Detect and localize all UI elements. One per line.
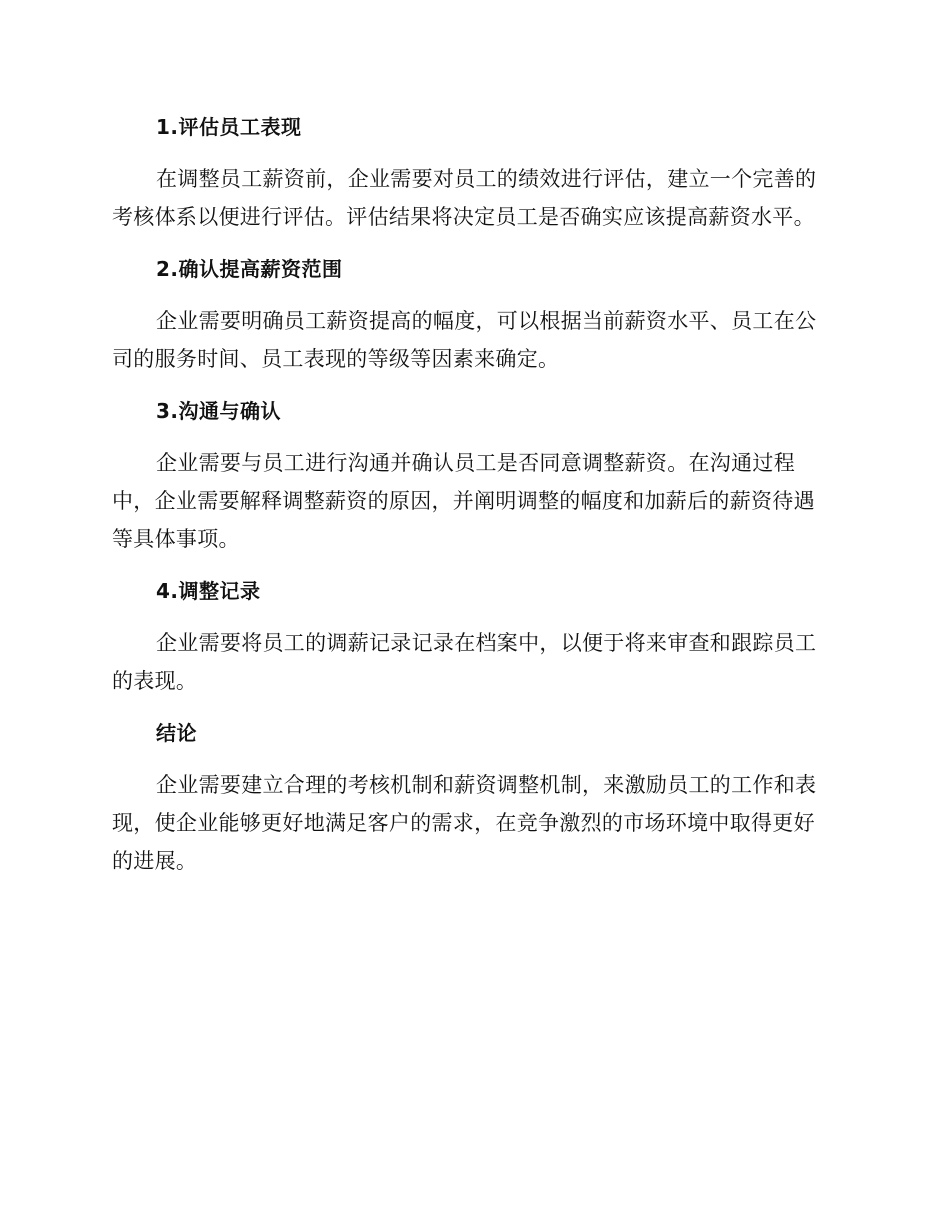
paragraph-line: 企业需要明确员工薪资提高的幅度，可以根据当前薪资水平、员工在公: [156, 309, 817, 333]
paragraph-line: 企业需要与员工进行沟通并确认员工是否同意调整薪资。在沟通过程: [156, 451, 795, 475]
paragraph-line: 等具体事项。: [112, 527, 240, 551]
section-confirm-raise-range: [112, 250, 834, 378]
paragraph-line: 在调整员工薪资前，企业需要对员工的绩效进行评估，建立一个完善的: [156, 167, 817, 191]
section-paragraph: [112, 624, 834, 700]
section-paragraph: [112, 302, 834, 378]
paragraph-line: 中，企业需要解释调整薪资的原因，并阐明调整的幅度和加薪后的薪资待遇: [112, 489, 815, 513]
section-heading: 2.确认提高薪资范围: [156, 257, 343, 281]
paragraph-line: 司的服务时间、员工表现的等级等因素来确定。: [112, 347, 560, 371]
paragraph-line: 企业需要将员工的调薪记录记录在档案中，以便于将来审查和跟踪员工: [156, 631, 817, 655]
section-heading: 4.调整记录: [156, 579, 261, 603]
document-body: [112, 108, 834, 894]
paragraph-line: 的进展。: [112, 849, 198, 873]
paragraph-line: 的表现。: [112, 669, 198, 693]
section-communicate-confirm: [112, 392, 834, 558]
paragraph-line: 考核体系以便进行评估。评估结果将决定员工是否确实应该提高薪资水平。: [112, 205, 815, 229]
paragraph-line: 现，使企业能够更好地满足客户的需求，在竞争激烈的市场环境中取得更好: [112, 811, 815, 835]
section-heading: 结论: [156, 721, 197, 745]
section-heading: 3.沟通与确认: [156, 399, 282, 423]
section-paragraph: [112, 766, 834, 880]
section-conclusion: [112, 714, 834, 880]
section-evaluate-performance: [112, 108, 834, 236]
section-paragraph: [112, 160, 834, 236]
section-adjustment-record: [112, 572, 834, 700]
paragraph-line: 企业需要建立合理的考核机制和薪资调整机制，来激励员工的工作和表: [156, 773, 817, 797]
section-heading: 1.评估员工表现: [156, 115, 302, 139]
section-paragraph: [112, 444, 834, 558]
